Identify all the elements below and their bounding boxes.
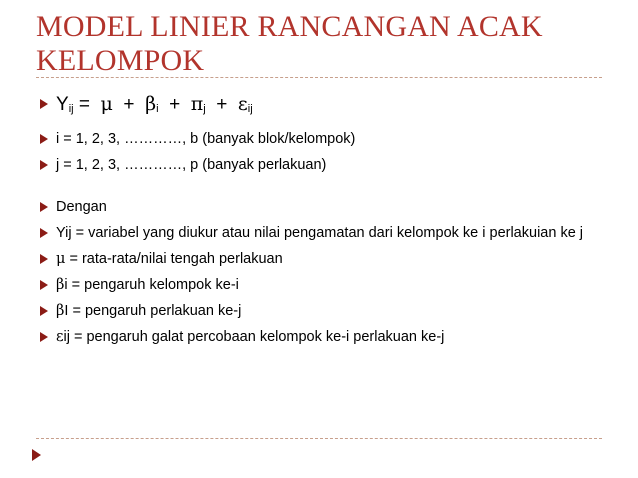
range-j [40,155,610,175]
definition-beta2-symbol: β [56,303,65,319]
definitions-intro [40,197,610,217]
formula-pi: π [190,93,204,115]
triangle-bullet-icon [40,332,48,342]
formula-mu: μ [100,93,113,115]
definition-yij-text: Yij = variabel yang diukur atau nilai pengamatan dari kelompok ke i perlakuian ke j [56,225,584,241]
title-divider [36,77,602,78]
definition-mu-symbol: μ [56,251,66,267]
range-i-text: i = 1, 2, 3, …………, b (banyak blok/kelompok) [56,131,356,147]
definitions-intro-text: Dengan [56,199,107,215]
definition-yij [40,223,610,243]
triangle-arrow-icon [32,449,41,461]
range-j-text: j = 1, 2, 3, …………, p (banyak perlakuan) [56,157,327,173]
range-i [40,129,610,149]
slide-title [36,10,596,78]
formula-plus-1: + [112,94,146,115]
definition-beta2-text: I = pengaruh perlakuan ke-j [64,303,242,319]
formula-y: Y [56,94,69,115]
formula-plus-3: + [205,94,238,115]
formula-equals: = [73,94,101,115]
triangle-bullet-icon [40,160,48,170]
formula-beta-subscript: i [156,103,159,115]
definition-mu [40,249,610,269]
definition-beta-i [40,275,610,295]
formula-epsilon-subscript: ij [247,103,253,115]
model-formula [40,92,610,121]
title-line-1: MODEL LINIER RANCANGAN ACAK [36,10,543,43]
slide-content [40,92,610,353]
formula-epsilon: ε [237,93,248,115]
title-line-2: KELOMPOK [36,44,205,77]
definition-epsilon [40,327,610,347]
definition-epsilon-text: ij = pengaruh galat percobaan kelompok ke-i perlakuan ke-j [63,329,445,345]
triangle-bullet-icon [40,99,48,109]
formula-plus-2: + [158,94,191,115]
triangle-bullet-icon [40,306,48,316]
triangle-bullet-icon [40,254,48,264]
triangle-bullet-icon [40,228,48,238]
triangle-bullet-icon [40,134,48,144]
triangle-bullet-icon [40,202,48,212]
formula-y-subscript: ij [68,103,74,115]
definition-epsilon-symbol: ε [56,329,64,345]
formula-beta: β [145,93,157,115]
triangle-bullet-icon [40,280,48,290]
footer-divider [36,438,602,439]
formula-pi-subscript: j [203,103,206,115]
definition-beta-j [40,301,610,321]
definition-mu-text: = rata-rata/nilai tengah perlakuan [65,251,283,267]
definition-beta-symbol: β [56,277,65,293]
definition-beta-text: i = pengaruh kelompok ke-i [64,277,239,293]
